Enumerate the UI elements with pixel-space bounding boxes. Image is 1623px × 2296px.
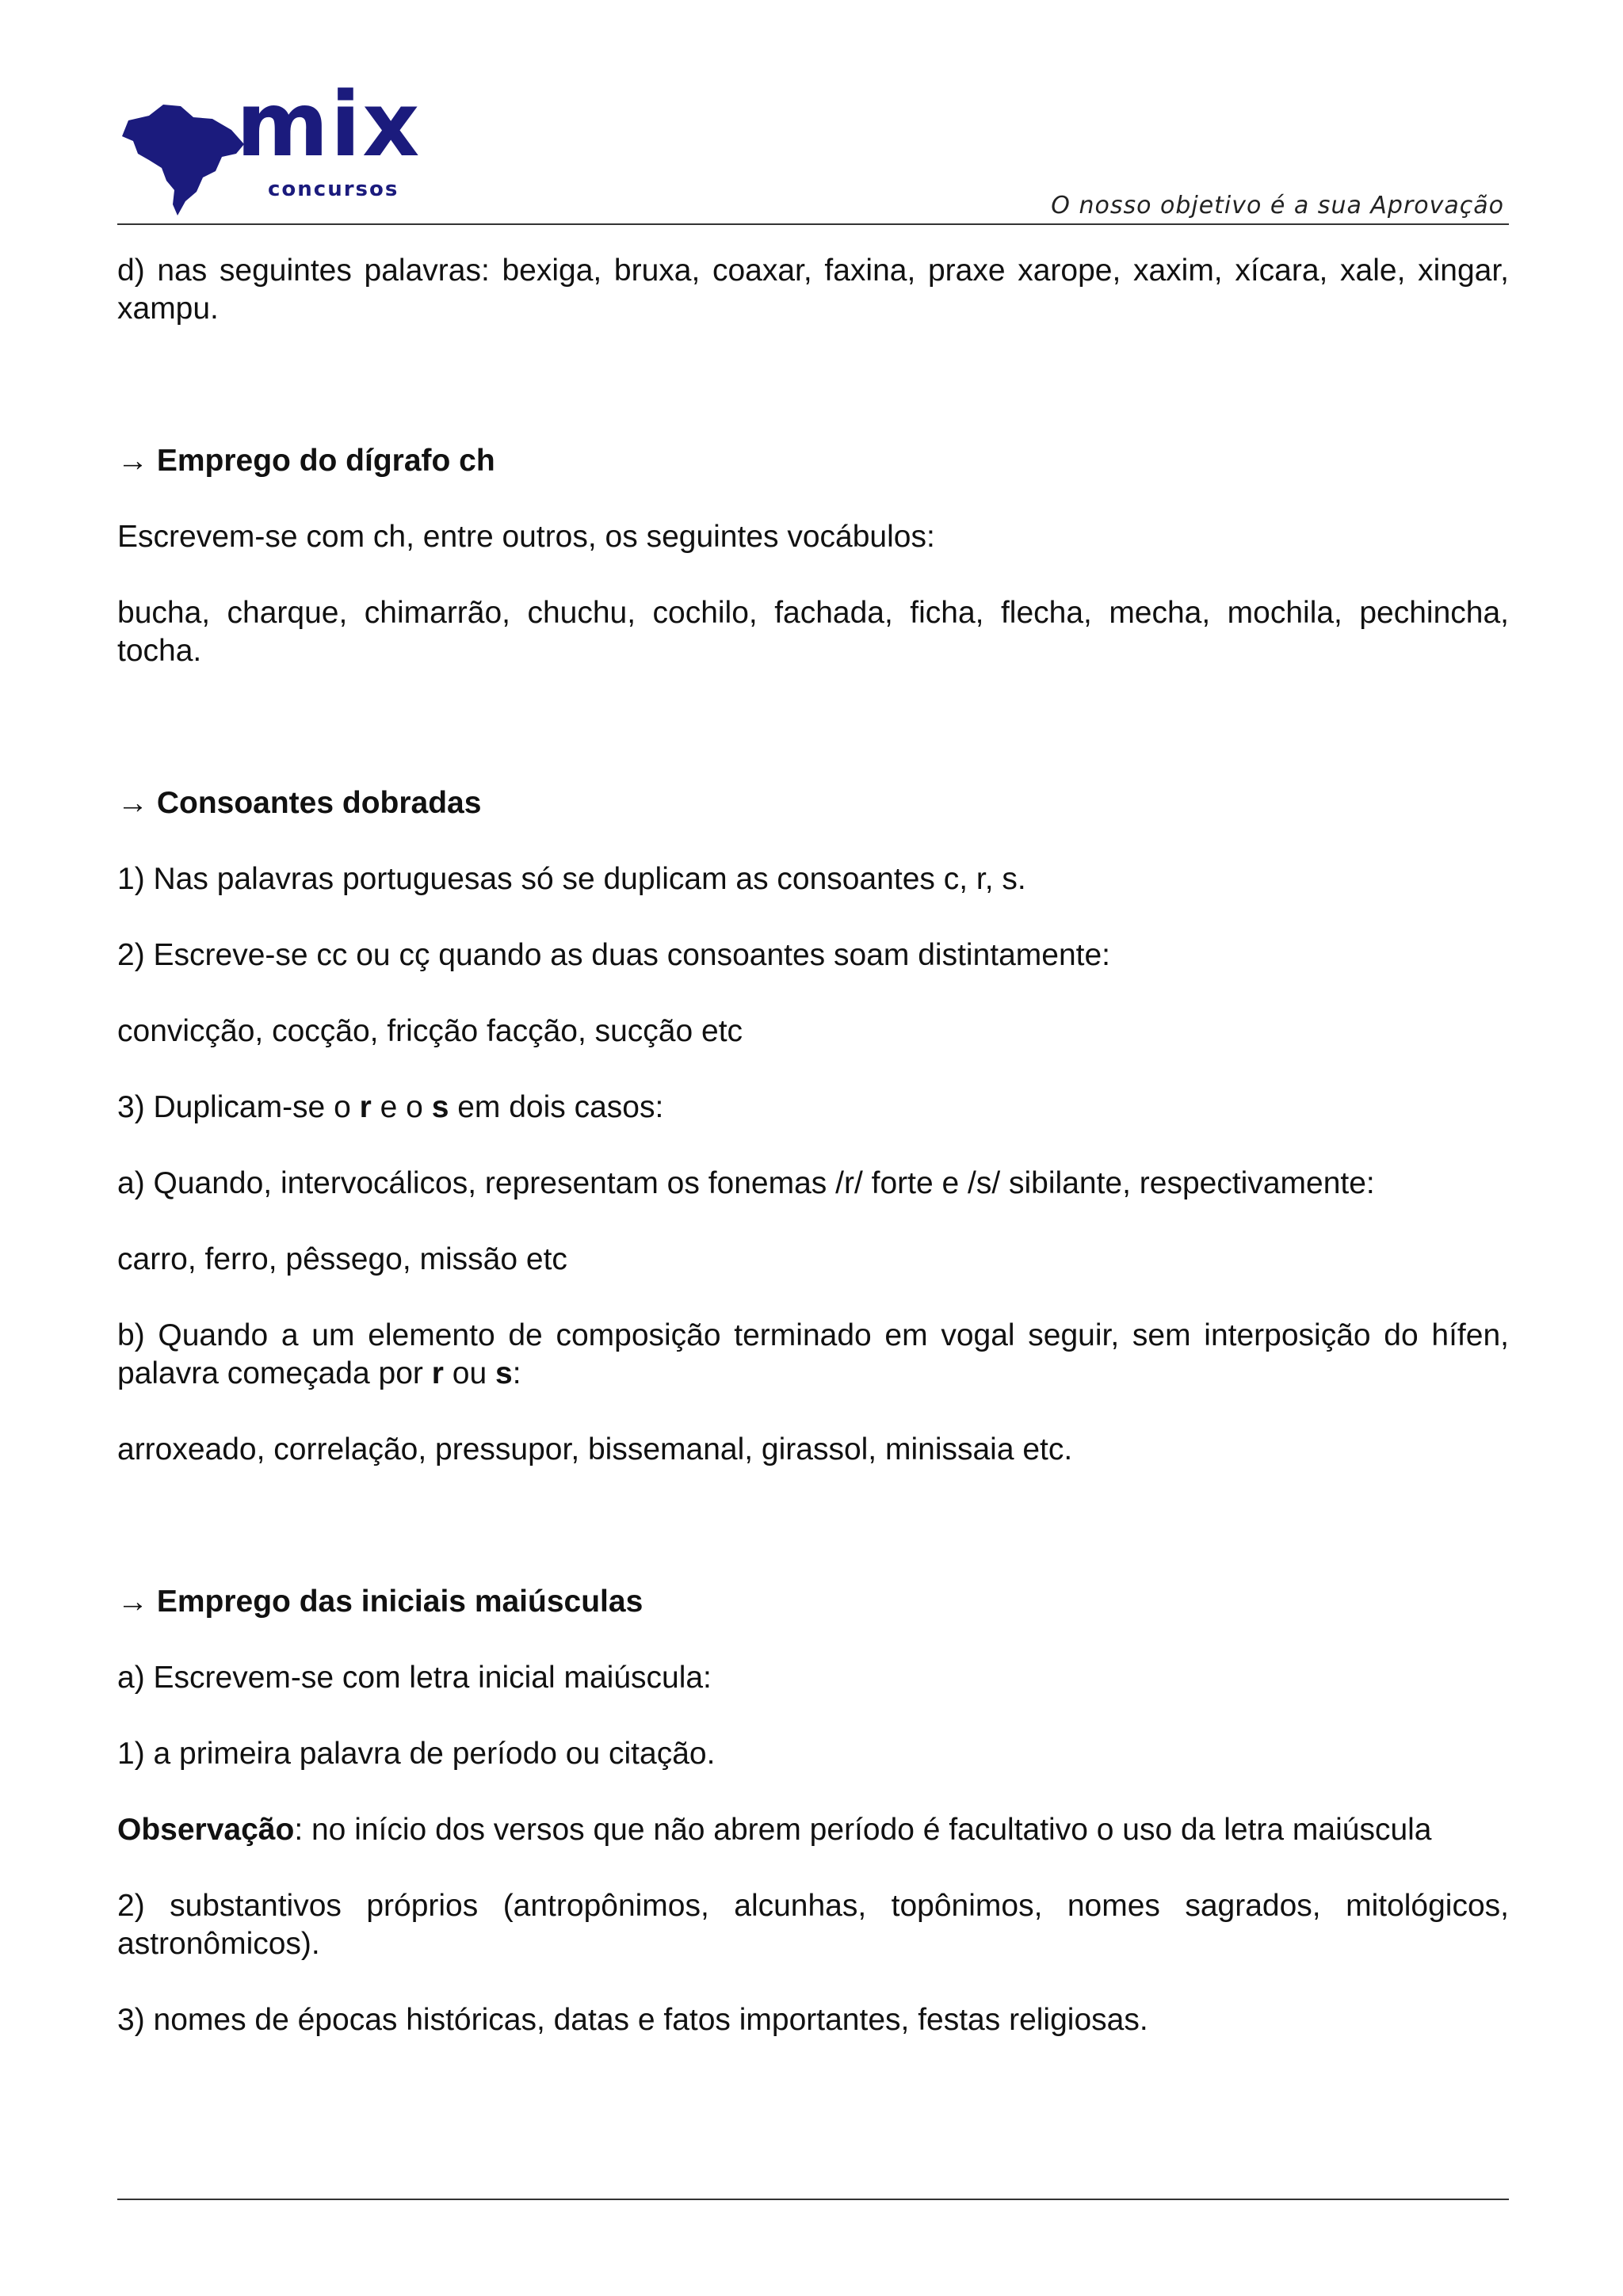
paragraph-maiusculas-2: 2) substantivos próprios (antropônimos, alcunhas, topônimos, nomes sagrados, mitológicos, astronômicos). <box>117 1889 1509 1961</box>
page-body <box>117 252 1509 2039</box>
paragraph-cc-examples: convicção, cocção, fricção facção, sucção etc <box>117 1014 743 1048</box>
arrow-right-icon: → <box>117 786 148 820</box>
paragraph-maiusculas-intro: a) Escrevem-se com letra inicial maiúscula: <box>117 1661 712 1695</box>
section-heading-ch <box>117 442 1509 480</box>
paragraph-rule-3b: b) Quando a um elemento de composição terminado em vogal seguir, sem interposição do hífen, palavra começada por r ou s: <box>117 1318 1509 1390</box>
footer-divider <box>117 2199 1509 2200</box>
paragraph-3a-examples: carro, ferro, pêssego, missão etc <box>117 1242 567 1276</box>
arrow-right-icon: → <box>117 444 148 478</box>
logo-wordmark: mix <box>236 74 422 177</box>
paragraph-rule-1: 1) Nas palavras portuguesas só se duplicam as consoantes c, r, s. <box>117 862 1026 896</box>
paragraph-rule-3: 3) Duplicam-se o r e o s em dois casos: <box>117 1090 664 1124</box>
heading-text: Emprego do dígrafo ch <box>156 444 495 478</box>
logo-subtext: concursos <box>268 177 399 201</box>
mix-concursos-logo <box>117 74 422 217</box>
brazil-map-icon <box>117 98 252 217</box>
section-heading-maiusculas <box>117 1583 1509 1621</box>
observacao-label: Observação <box>117 1813 295 1847</box>
paragraph-rule-2: 2) Escreve-se cc ou cç quando as duas consoantes soam distintamente: <box>117 938 1111 972</box>
header-tagline: O nosso objetivo é a sua Aprovação <box>1051 192 1504 219</box>
paragraph-maiusculas-3: 3) nomes de épocas históricas, datas e fatos importantes, festas religiosas. <box>117 2003 1148 2037</box>
paragraph-3b-examples: arroxeado, correlação, pressupor, bissemanal, girassol, minissaia etc. <box>117 1432 1073 1466</box>
paragraph-observacao: Observação: no início dos versos que não abrem período é facultativo o uso da letra maiúscula <box>117 1813 1432 1847</box>
heading-text: Consoantes dobradas <box>156 786 482 820</box>
header-divider <box>117 223 1509 225</box>
section-heading-consoantes <box>117 784 1509 822</box>
paragraph-x-words: d) nas seguintes palavras: bexiga, bruxa, coaxar, faxina, praxe xarope, xaxim, xícara, xale, xingar, xampu. <box>117 254 1509 326</box>
paragraph-maiusculas-1: 1) a primeira palavra de período ou citação. <box>117 1737 716 1771</box>
heading-text: Emprego das iniciais maiúsculas <box>156 1585 643 1619</box>
arrow-right-icon: → <box>117 1585 148 1619</box>
paragraph-ch-intro: Escrevem-se com ch, entre outros, os seguintes vocábulos: <box>117 520 935 554</box>
paragraph-ch-words: bucha, charque, chimarrão, chuchu, cochilo, fachada, ficha, flecha, mecha, mochila, pechincha, tocha. <box>117 596 1509 668</box>
paragraph-rule-3a: a) Quando, intervocálicos, representam os fonemas /r/ forte e /s/ sibilante, respectivamente: <box>117 1166 1375 1200</box>
